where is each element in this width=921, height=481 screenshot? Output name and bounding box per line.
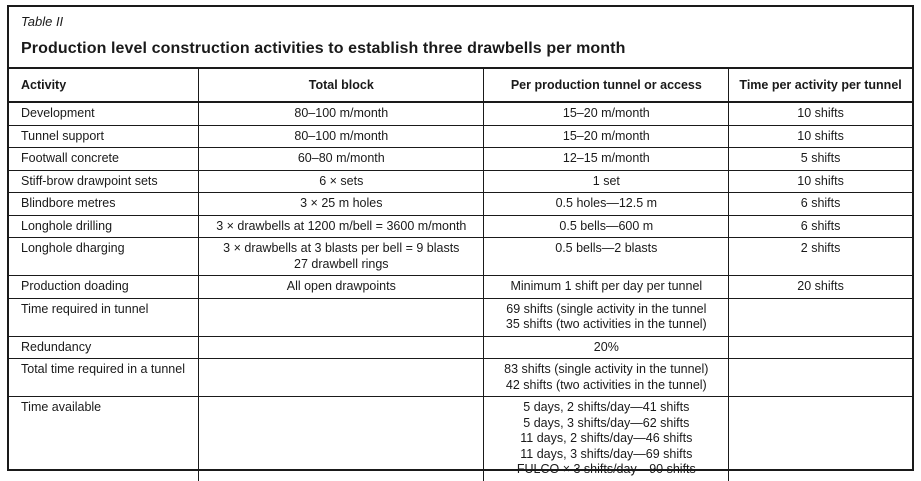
cell-line: 1 set <box>592 173 620 188</box>
total-block-cell <box>199 397 484 481</box>
total-block-cell <box>199 336 484 359</box>
table-label: Table II <box>21 14 64 29</box>
time-cell <box>729 238 912 276</box>
activity-cell: Longhole dharging <box>9 238 199 276</box>
time-cell <box>729 193 912 216</box>
activity-cell: Longhole drilling <box>9 215 199 238</box>
total-block-cell <box>199 215 484 238</box>
cell-line: 6 × sets <box>319 173 364 188</box>
activities-table <box>9 67 912 481</box>
time-cell <box>729 102 912 125</box>
time-cell <box>729 125 912 148</box>
time-cell <box>729 298 912 336</box>
cell-line: 15–20 m/month <box>562 128 650 143</box>
column-header: Time per activity per tunnel <box>729 68 912 102</box>
total-block-cell <box>199 298 484 336</box>
per-tunnel-cell <box>484 276 729 299</box>
per-tunnel-cell <box>484 215 729 238</box>
cell-line: All open drawpoints <box>286 279 396 293</box>
cell-line: 15–20 m/month <box>562 106 650 120</box>
time-cell <box>729 215 912 238</box>
title-block <box>9 7 912 67</box>
per-tunnel-cell <box>484 359 729 397</box>
cell-line: 20% <box>593 339 619 354</box>
time-cell <box>729 148 912 171</box>
cell-line: 10 shifts <box>797 128 844 143</box>
table-row <box>9 397 912 481</box>
table-row <box>9 359 912 397</box>
table-row <box>9 170 912 193</box>
cell-line: 0.5 bells—2 blasts <box>555 241 658 255</box>
column-header: Activity <box>9 68 199 102</box>
cell-line: 27 drawbell rings <box>294 256 389 271</box>
time-cell <box>729 359 912 397</box>
activity-cell: Time required in tunnel <box>9 298 199 336</box>
cell-line: 3 × drawbells at 1200 m/bell = 3600 m/month <box>216 218 467 233</box>
table-frame <box>7 5 914 476</box>
table-row <box>9 102 912 125</box>
total-block-cell <box>199 193 484 216</box>
cell-line: 5 days, 3 shifts/day—62 shifts <box>523 415 690 430</box>
per-tunnel-cell <box>484 170 729 193</box>
total-block-cell <box>199 238 484 276</box>
per-tunnel-cell <box>484 298 729 336</box>
time-cell <box>729 276 912 299</box>
total-block-cell <box>199 148 484 171</box>
table-row <box>9 215 912 238</box>
total-block-cell <box>199 359 484 397</box>
activity-cell: Production doading <box>9 276 199 299</box>
cell-line: 69 shifts (single activity in the tunnel <box>506 301 707 316</box>
cell-line: 35 shifts (two activities in the tunnel) <box>505 317 707 331</box>
activity-cell: Time available <box>9 397 199 481</box>
cell-line: 11 days, 3 shifts/day—69 shifts <box>520 446 693 461</box>
column-header: Total block <box>199 68 484 102</box>
per-tunnel-cell <box>484 193 729 216</box>
cell-line: 10 shifts <box>797 173 844 188</box>
cell-line: 0.5 bells—600 m <box>559 218 654 233</box>
cell-line: 83 shifts (single activity in the tunnel) <box>504 362 709 376</box>
table-row <box>9 125 912 148</box>
cell-line: 10 shifts <box>797 106 844 120</box>
table-row <box>9 276 912 299</box>
cell-line: 3 × drawbells at 3 blasts per bell = 9 blasts <box>223 241 460 255</box>
activity-cell: Total time required in a tunnel <box>9 359 199 397</box>
activity-cell: Redundancy <box>9 336 199 359</box>
cell-line: 80–100 m/month <box>294 106 389 120</box>
total-block-cell <box>199 276 484 299</box>
cell-line: 11 days, 2 shifts/day—46 shifts <box>520 431 693 445</box>
cell-line: 6 shifts <box>800 218 841 233</box>
table-body <box>9 102 912 481</box>
per-tunnel-cell <box>484 397 729 481</box>
total-block-cell <box>199 125 484 148</box>
activity-cell: Footwall concrete <box>9 148 199 171</box>
activity-cell: Development <box>9 102 199 125</box>
cell-line: 6 shifts <box>800 196 841 210</box>
activity-cell: Stiff-brow drawpoint sets <box>9 170 199 193</box>
total-block-cell <box>199 170 484 193</box>
time-cell <box>729 336 912 359</box>
cell-line: 42 shifts (two activities in the tunnel) <box>505 377 707 392</box>
cell-line: 80–100 m/month <box>294 128 389 143</box>
cell-line: 20 shifts <box>797 279 844 293</box>
column-header: Per production tunnel or access <box>484 68 729 102</box>
total-block-cell <box>199 102 484 125</box>
activity-cell: Tunnel support <box>9 125 199 148</box>
table-row <box>9 336 912 359</box>
header-row <box>9 68 912 102</box>
per-tunnel-cell <box>484 336 729 359</box>
table-row <box>9 193 912 216</box>
cell-line: 0.5 holes—12.5 m <box>555 196 658 210</box>
cell-line: 60–80 m/month <box>297 151 385 165</box>
per-tunnel-cell <box>484 238 729 276</box>
time-cell <box>729 170 912 193</box>
cell-line: Minimum 1 shift per day per tunnel <box>510 279 703 293</box>
cell-line: 5 days, 2 shifts/day—41 shifts <box>523 400 690 414</box>
cell-line: 3 × 25 m holes <box>300 196 383 210</box>
per-tunnel-cell <box>484 148 729 171</box>
per-tunnel-cell <box>484 102 729 125</box>
table-row <box>9 148 912 171</box>
table-row <box>9 238 912 276</box>
table-row <box>9 298 912 336</box>
activity-cell: Blindbore metres <box>9 193 199 216</box>
cell-line: 12–15 m/month <box>562 151 650 165</box>
cell-line: 2 shifts <box>800 241 841 255</box>
per-tunnel-cell <box>484 125 729 148</box>
grid-wrap <box>9 67 912 481</box>
cell-line: FULCO × 3 shifts/day—90 shifts <box>516 462 696 476</box>
cell-line: 5 shifts <box>800 151 841 165</box>
table-title: Production level construction activities to establish three drawbells per month <box>21 40 626 57</box>
time-cell <box>729 397 912 481</box>
